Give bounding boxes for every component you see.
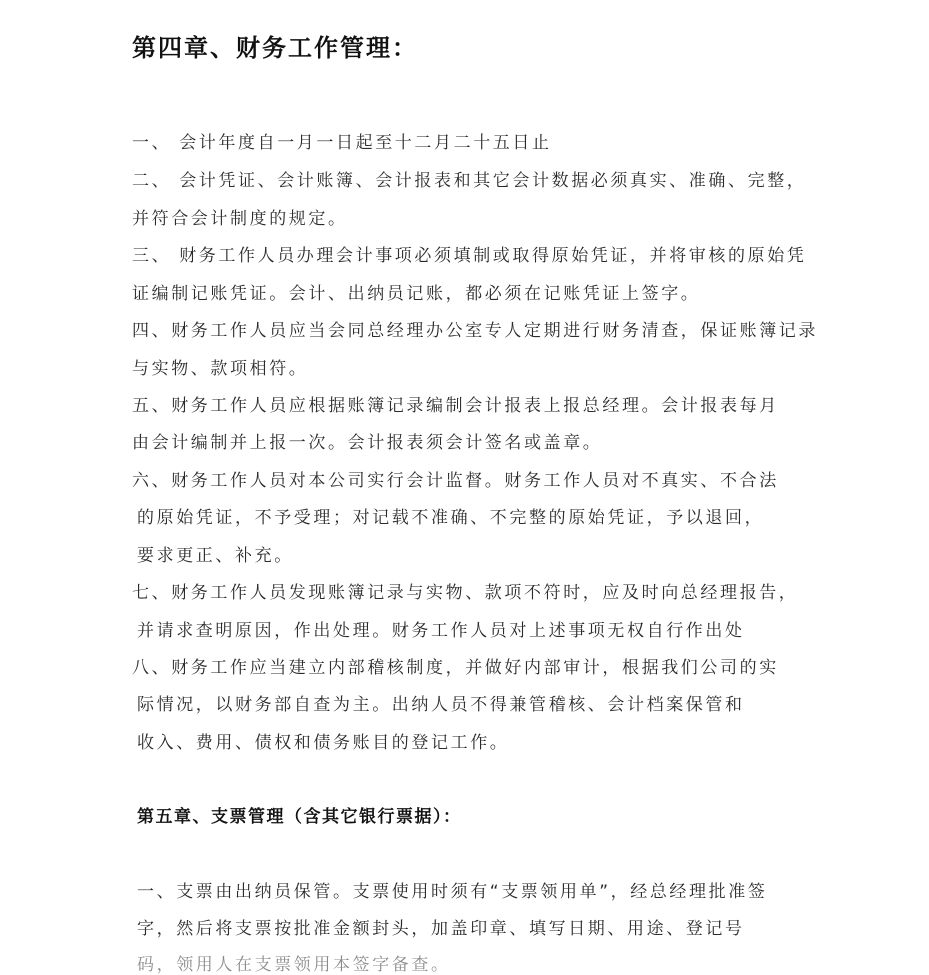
paragraph-line: 三、 财务工作人员办理会计事项必须填制或取得原始凭证，并将审核的原始凭 <box>132 246 807 266</box>
paragraph-line: 字，然后将支票按批准金额封头，加盖印章、填写日期、用途、登记号 <box>137 919 745 939</box>
paragraph-line: 一、支票由出纳员保管。支票使用时须有“支票领用单”，经总经理批准签 <box>137 882 768 902</box>
paragraph-line: 要求更正、补充。 <box>137 546 294 566</box>
paragraph-line: 并符合会计制度的规定。 <box>132 209 348 229</box>
paragraph-line: 二、 会计凭证、会计账簿、会计报表和其它会计数据必须真实、准确、完整， <box>132 171 807 191</box>
paragraph-line: 六、财务工作人员对本公司实行会计监督。财务工作人员对不真实、不合法 <box>132 471 779 491</box>
paragraph-line: 七、财务工作人员发现账簿记录与实物、款项不符时，应及时向总经理报告， <box>132 583 799 603</box>
chapter-5-title: 第五章、支票管理（含其它银行票据）： <box>137 807 462 827</box>
paragraph-line: 一、 会计年度自一月一日起至十二月二十五日止 <box>132 133 552 153</box>
paragraph-line: 并请求查明原因，作出处理。财务工作人员对上述事项无权自行作出处 <box>137 621 745 641</box>
paragraph-line: 的原始凭证，不予受理；对记载不准确、不完整的原始凭证，予以退回， <box>137 508 765 528</box>
paragraph-line: 五、财务工作人员应根据账簿记录编制会计报表上报总经理。会计报表每月 <box>132 396 779 416</box>
chapter-4-title: 第四章、财务工作管理： <box>132 34 418 62</box>
paragraph-line: 八、财务工作应当建立内部稽核制度，并做好内部审计，根据我们公司的实 <box>132 658 779 678</box>
paragraph-line: 由会计编制并上报一次。会计报表须会计签名或盖章。 <box>132 433 603 453</box>
paragraph-line: 收入、费用、债权和债务账目的登记工作。 <box>137 733 510 753</box>
paragraph-line-cutoff: 码，领用人在支票领用本签字备查。 <box>137 955 451 975</box>
paragraph-line: 际情况，以财务部自查为主。出纳人员不得兼管稽核、会计档案保管和 <box>137 695 745 715</box>
paragraph-line: 证编制记账凭证。会计、出纳员记账，都必须在记账凭证上签字。 <box>132 284 701 304</box>
paragraph-line: 四、财务工作人员应当会同总经理办公室专人定期进行财务清查，保证账簿记录 <box>132 321 818 341</box>
paragraph-line: 与实物、款项相符。 <box>132 359 309 379</box>
